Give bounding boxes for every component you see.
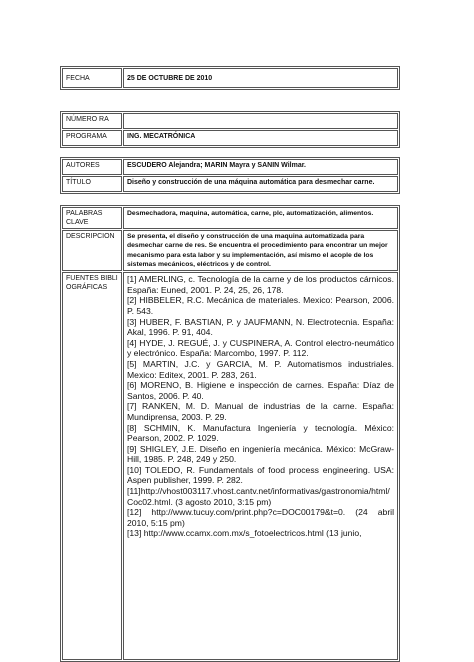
reference-item: [9] SHIGLEY, J.E. Diseño en ingeniería mecánica. México: McGraw-Hill, 1985. P. 248, 249 y 250. [127,443,394,465]
autores-value: ESCUDERO Alejandra; MARIN Mayra y SANIN Wilmar. [123,159,398,175]
reference-item: [5] MARTIN, J.C. y GARCIA, M. P. Automatismos industriales. Mexico: Editex, 2001. P. 283, 261. [127,358,394,380]
reference-item: [7] RANKEN, M. D. Manual de industrias de la carne. España: Mundiprensa, 2003. P. 29. [127,401,394,422]
fecha-table [60,66,400,90]
reference-item: [10] TOLEDO, R. Fundamentals of food process engineering. USA: Aspen publisher, 1999. P. 282. [127,464,394,486]
references-container [127,274,394,658]
reference-item: [3] HUBER, F. BASTIAN, P. y JAUFMANN, N. Electrotecnia. España: Akal, 1996. P. 91, 404. [127,316,394,338]
reference-item: [12] http://www.tucuy.com/print.php?c=DOC00179&t=0. (24 abril 2010, 5:15 pm) [127,507,394,528]
programa-label: PROGRAMA [62,130,122,146]
palabras-clave-label: PALABRAS CLAVE [62,207,122,229]
programa-value: ING. MECATRÓNICA [123,130,398,146]
descripcion-label: DESCRIPCION [62,230,122,271]
reference-item: [13] http://www.ccamx.com.mx/s_fotoelectricos.html (13 junio, [127,528,362,539]
descripcion-value: Se presenta, el diseño y construcción de una maquina automatizada para desmechar carne de res. Se encuentra el procedimiento para encontrar un mejor mecanismo para esta labor y su implementación, así mismo el acople de los sistemas mecánicos, eléctricos y de control. [123,230,398,271]
programa-table [60,111,400,148]
reference-item: [8] SCHMIN, K. Manufactura Ingeniería y tecnología. México: Pearson, 2002. P. 1029. [127,422,394,444]
fuentes-list [123,272,398,660]
reference-item: [4] HYDE, J. REGUÉ, J. y CUSPINERA, A. Control electro-neumático y electrónico. España: Marcombo, 1997. P. 112. [127,337,394,359]
reference-item: [1] AMERLING, c. Tecnología de la carne y de los productos cárnicos. España: Euned, 2001. P. 24, 25, 26, 178. [127,274,394,295]
reference-item: [11]http://vhost003117.vhost.cantv.net/informativas/gastronomia/html/Coc02.html. (3 agosto 2010, 3:15 pm) [127,486,390,507]
numero-ra-label: NÚMERO RA [62,113,122,129]
numero-ra-value [123,113,398,129]
autores-table [60,157,400,194]
reference-item: [6] MORENO, B. Higiene e inspección de carnes. España: Díaz de Santos, 2006. P. 40. [127,380,394,401]
fecha-value: 25 DE OCTUBRE DE 2010 [123,68,398,88]
autores-label: AUTORES [62,159,122,175]
palabras-clave-value: Desmechadora, maquina, automática, carne, plc, automatización, alimentos. [123,207,398,229]
titulo-label: TÍTULO [62,176,122,192]
fecha-label: FECHA [62,68,122,88]
titulo-value: Diseño y construcción de una máquina automática para desmechar carne. [123,176,398,192]
reference-item: [2] HIBBELER, R.C. Mecánica de materiales. Mexico: Pearson, 2006. P. 543. [127,295,394,316]
resumen-table [60,205,400,662]
fuentes-label: FUENTES BIBLIOGRÁFICAS [62,272,122,660]
